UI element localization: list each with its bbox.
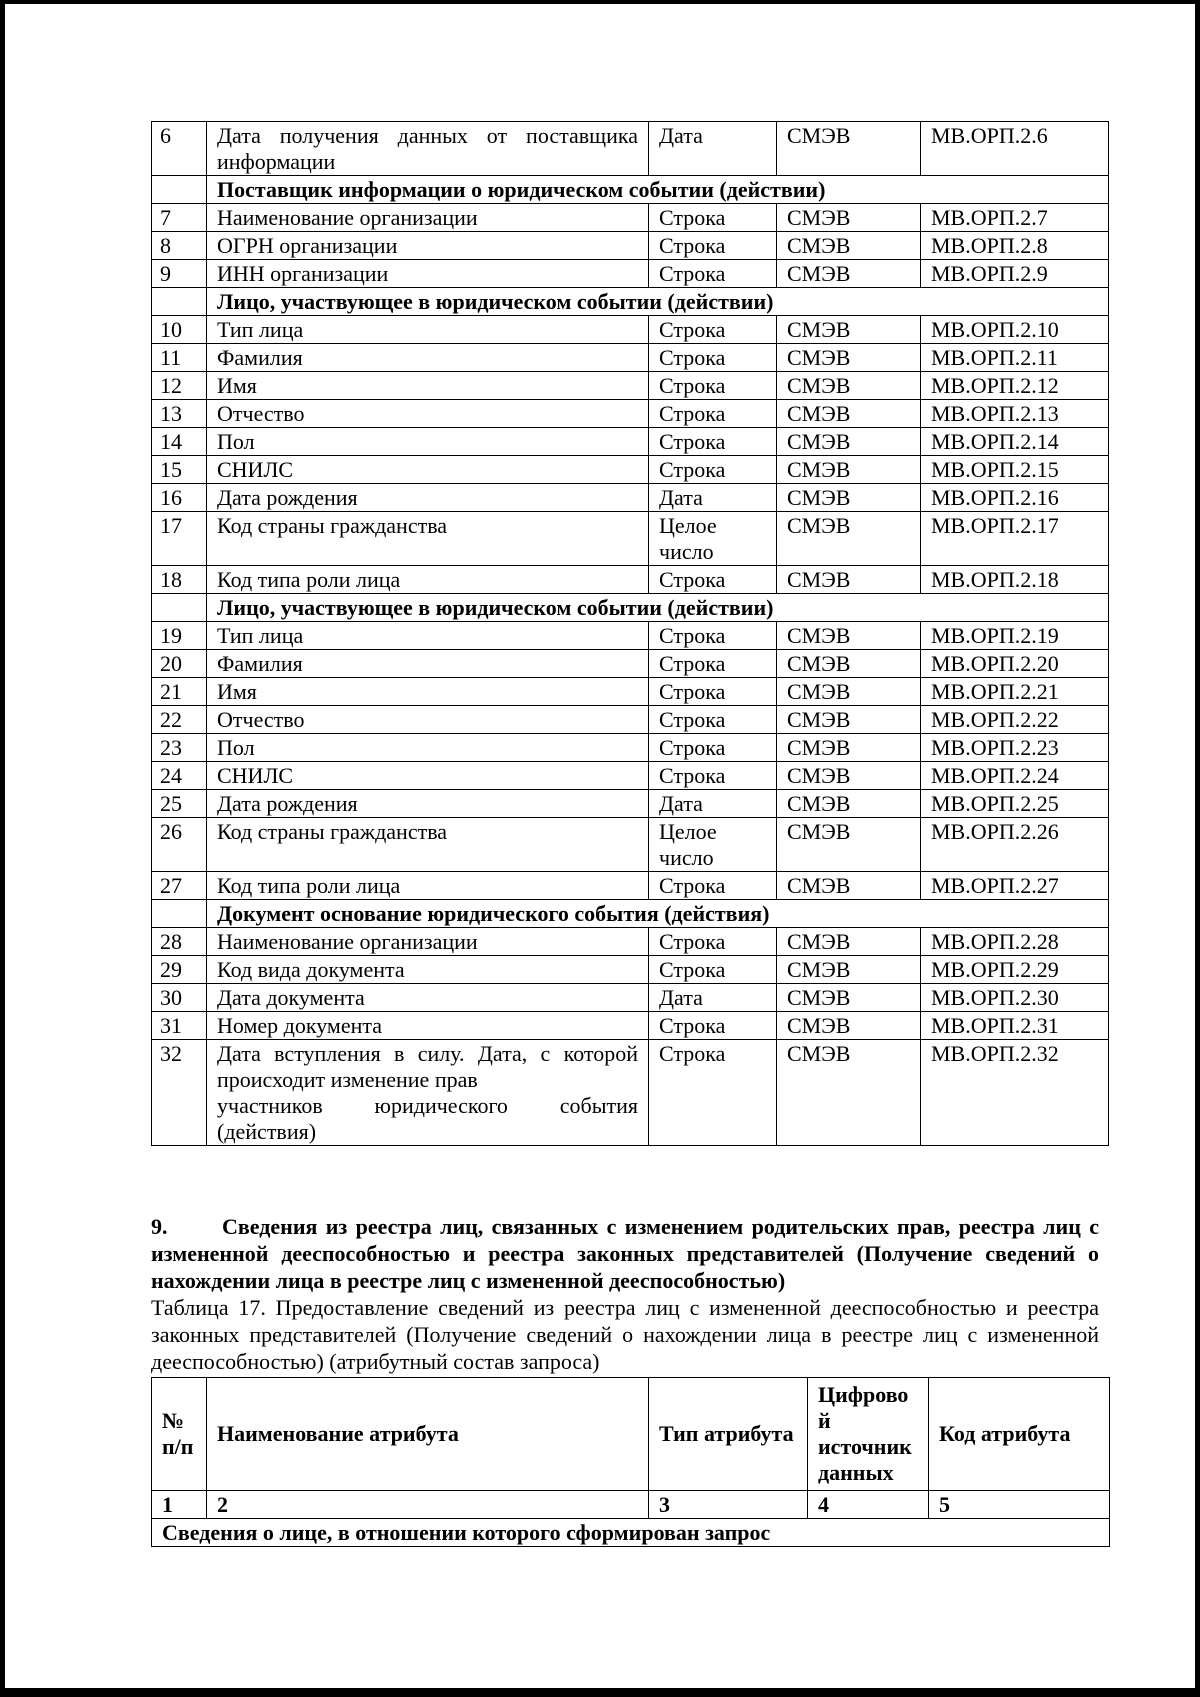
attribute-type: Строка — [649, 762, 777, 790]
attribute-name: СНИЛС — [207, 456, 649, 484]
attribute-code: МВ.ОРП.2.23 — [921, 734, 1109, 762]
row-number: 14 — [152, 428, 207, 456]
attribute-name: Код типа роли лица — [207, 872, 649, 900]
attribute-source: СМЭВ — [777, 400, 921, 428]
attribute-source: СМЭВ — [777, 678, 921, 706]
table-row — [152, 232, 1109, 260]
attribute-type: Целое число — [649, 512, 777, 566]
attributes-table-17 — [151, 1377, 1110, 1547]
attribute-type: Строка — [649, 956, 777, 984]
attribute-code: МВ.ОРП.2.7 — [921, 204, 1109, 232]
attribute-type: Строка — [649, 428, 777, 456]
scan-border-top — [0, 0, 1200, 4]
row-number: 23 — [152, 734, 207, 762]
scan-border-bottom — [0, 1688, 1200, 1697]
attribute-source: СМЭВ — [777, 316, 921, 344]
attribute-code: МВ.ОРП.2.18 — [921, 566, 1109, 594]
attribute-name: Пол — [207, 734, 649, 762]
attribute-type: Строка — [649, 232, 777, 260]
attribute-type: Строка — [649, 650, 777, 678]
row-number: 22 — [152, 706, 207, 734]
attribute-type: Строка — [649, 400, 777, 428]
attribute-source: СМЭВ — [777, 956, 921, 984]
table-row — [152, 1040, 1109, 1146]
scan-border-left — [0, 0, 5, 1697]
table-section-row — [152, 288, 1109, 316]
table-row — [152, 984, 1109, 1012]
attribute-code: МВ.ОРП.2.25 — [921, 790, 1109, 818]
table-row — [152, 512, 1109, 566]
index-cell: 4 — [808, 1491, 929, 1519]
index-cell: 1 — [152, 1491, 207, 1519]
index-cell: 2 — [207, 1491, 649, 1519]
attribute-name: Номер документа — [207, 1012, 649, 1040]
row-number: 19 — [152, 622, 207, 650]
attribute-name: Код типа роли лица — [207, 566, 649, 594]
attribute-type: Строка — [649, 456, 777, 484]
attribute-source: СМЭВ — [777, 734, 921, 762]
section-row-empty — [152, 900, 207, 928]
table-row — [152, 344, 1109, 372]
attribute-code: МВ.ОРП.2.21 — [921, 678, 1109, 706]
attribute-name: ОГРН организации — [207, 232, 649, 260]
table-row — [152, 484, 1109, 512]
table-row — [152, 316, 1109, 344]
attribute-type: Строка — [649, 678, 777, 706]
attribute-name — [207, 1040, 649, 1146]
header-code: Код атрибута — [929, 1378, 1110, 1491]
section-9 — [151, 1213, 1099, 1375]
row-number: 28 — [152, 928, 207, 956]
attribute-type: Строка — [649, 316, 777, 344]
attribute-type: Строка — [649, 204, 777, 232]
table-row — [152, 204, 1109, 232]
table-row — [152, 456, 1109, 484]
attribute-code: МВ.ОРП.2.17 — [921, 512, 1109, 566]
attribute-source: СМЭВ — [777, 566, 921, 594]
attribute-type: Строка — [649, 622, 777, 650]
row-number: 12 — [152, 372, 207, 400]
header-name: Наименование атрибута — [207, 1378, 649, 1491]
row-number: 29 — [152, 956, 207, 984]
row-number: 10 — [152, 316, 207, 344]
attribute-name: ИНН организации — [207, 260, 649, 288]
table-row — [152, 818, 1109, 872]
attribute-name: Тип лица — [207, 316, 649, 344]
attribute-type: Строка — [649, 928, 777, 956]
section-row-title: Лицо, участвующее в юридическом событии (действии) — [207, 594, 1109, 622]
attribute-code: МВ.ОРП.2.11 — [921, 344, 1109, 372]
table-row — [152, 622, 1109, 650]
attribute-source: СМЭВ — [777, 344, 921, 372]
attribute-code: МВ.ОРП.2.6 — [921, 122, 1109, 176]
attribute-type: Строка — [649, 1012, 777, 1040]
attribute-code: МВ.ОРП.2.22 — [921, 706, 1109, 734]
attributes-table-body — [152, 122, 1109, 1146]
row-number: 13 — [152, 400, 207, 428]
attributes-table-16 — [151, 121, 1109, 1146]
table-row — [152, 762, 1109, 790]
row-number: 15 — [152, 456, 207, 484]
table-row — [152, 928, 1109, 956]
table-row — [152, 706, 1109, 734]
attribute-type: Строка — [649, 734, 777, 762]
attribute-code: МВ.ОРП.2.9 — [921, 260, 1109, 288]
table-row — [152, 122, 1109, 176]
attribute-code: МВ.ОРП.2.14 — [921, 428, 1109, 456]
attribute-name: Наименование организации — [207, 928, 649, 956]
attribute-name: Фамилия — [207, 650, 649, 678]
attribute-name: Дата получения данных от поставщика информации — [207, 122, 649, 176]
attribute-code: МВ.ОРП.2.15 — [921, 456, 1109, 484]
row-number: 9 — [152, 260, 207, 288]
row-number: 32 — [152, 1040, 207, 1146]
attribute-code: МВ.ОРП.2.30 — [921, 984, 1109, 1012]
section-row-empty — [152, 288, 207, 316]
table-section-row — [152, 900, 1109, 928]
attribute-code: МВ.ОРП.2.19 — [921, 622, 1109, 650]
attribute-source: СМЭВ — [777, 204, 921, 232]
attribute-type: Строка — [649, 260, 777, 288]
attribute-type: Строка — [649, 566, 777, 594]
table-caption: Таблица 17. Предоставление сведений из реестра лиц с измененной дееспособностью и реестра законных представителей (Получение сведений о нахождении лица в реестре лиц с измененной дееспособностью) (атрибутный состав запроса) — [151, 1295, 1099, 1374]
section-row-empty — [152, 176, 207, 204]
attribute-source: СМЭВ — [777, 984, 921, 1012]
section-row-title: Документ основание юридического события (действия) — [207, 900, 1109, 928]
attribute-source: СМЭВ — [777, 790, 921, 818]
attribute-source: СМЭВ — [777, 372, 921, 400]
attribute-code: МВ.ОРП.2.31 — [921, 1012, 1109, 1040]
row-number: 17 — [152, 512, 207, 566]
scan-border-right — [1195, 0, 1200, 1697]
table-row — [152, 428, 1109, 456]
attribute-name: Дата рождения — [207, 790, 649, 818]
table-row — [152, 400, 1109, 428]
attribute-source: СМЭВ — [777, 122, 921, 176]
row-number: 26 — [152, 818, 207, 872]
row-number: 18 — [152, 566, 207, 594]
row-number: 6 — [152, 122, 207, 176]
attribute-code: МВ.ОРП.2.10 — [921, 316, 1109, 344]
table-header-row — [152, 1378, 1110, 1491]
attribute-name: Наименование организации — [207, 204, 649, 232]
row-number: 16 — [152, 484, 207, 512]
attribute-source: СМЭВ — [777, 706, 921, 734]
attribute-type: Целое число — [649, 818, 777, 872]
attribute-source: СМЭВ — [777, 622, 921, 650]
attribute-type: Дата — [649, 984, 777, 1012]
attribute-name-line: Дата вступления в силу. Дата, с которой происходит изменение прав — [217, 1041, 638, 1092]
row-number: 30 — [152, 984, 207, 1012]
attribute-name: Код страны гражданства — [207, 512, 649, 566]
attribute-name: СНИЛС — [207, 762, 649, 790]
section-title: Сведения из реестра лиц, связанных с изменением родительских прав, реестра лиц с измененной дееспособностью и реестра законных представителей (Получение сведений о нахождении лица в реестре лиц с измененной дееспособностью) — [151, 1214, 1099, 1293]
header-type: Тип атрибута — [649, 1378, 808, 1491]
attribute-name: Тип лица — [207, 622, 649, 650]
header-source: Цифрово й источник данных — [808, 1378, 929, 1491]
section-number: 9. — [151, 1214, 168, 1239]
attribute-type: Дата — [649, 122, 777, 176]
table-row — [152, 566, 1109, 594]
table-row — [152, 872, 1109, 900]
table-row — [152, 956, 1109, 984]
attribute-name: Дата рождения — [207, 484, 649, 512]
table-section-row — [152, 1519, 1110, 1547]
attribute-name: Дата документа — [207, 984, 649, 1012]
attribute-source: СМЭВ — [777, 1040, 921, 1146]
attribute-source: СМЭВ — [777, 260, 921, 288]
table-index-row — [152, 1491, 1110, 1519]
section-heading — [151, 1213, 1099, 1294]
attribute-source: СМЭВ — [777, 456, 921, 484]
attribute-source: СМЭВ — [777, 428, 921, 456]
attribute-code: МВ.ОРП.2.8 — [921, 232, 1109, 260]
attribute-code: МВ.ОРП.2.26 — [921, 818, 1109, 872]
row-number: 20 — [152, 650, 207, 678]
attribute-source: СМЭВ — [777, 818, 921, 872]
row-number: 25 — [152, 790, 207, 818]
attribute-source: СМЭВ — [777, 650, 921, 678]
row-number: 7 — [152, 204, 207, 232]
attribute-source: СМЭВ — [777, 1012, 921, 1040]
attribute-type: Дата — [649, 484, 777, 512]
attribute-code: МВ.ОРП.2.27 — [921, 872, 1109, 900]
attribute-name: Отчество — [207, 706, 649, 734]
table-row — [152, 1012, 1109, 1040]
attribute-source: СМЭВ — [777, 484, 921, 512]
attribute-code: МВ.ОРП.2.13 — [921, 400, 1109, 428]
table-row — [152, 650, 1109, 678]
index-cell: 3 — [649, 1491, 808, 1519]
attribute-code: МВ.ОРП.2.24 — [921, 762, 1109, 790]
table-section-row — [152, 594, 1109, 622]
header-num: № п/п — [152, 1378, 207, 1491]
attribute-name: Отчество — [207, 400, 649, 428]
row-number: 27 — [152, 872, 207, 900]
attribute-type: Строка — [649, 872, 777, 900]
table-row — [152, 678, 1109, 706]
index-cell: 5 — [929, 1491, 1110, 1519]
section-row-empty — [152, 594, 207, 622]
row-number: 31 — [152, 1012, 207, 1040]
attribute-code: МВ.ОРП.2.28 — [921, 928, 1109, 956]
attribute-type: Строка — [649, 1040, 777, 1146]
table-row — [152, 790, 1109, 818]
attribute-name: Имя — [207, 372, 649, 400]
attribute-code: МВ.ОРП.2.16 — [921, 484, 1109, 512]
attribute-source: СМЭВ — [777, 872, 921, 900]
row-number: 8 — [152, 232, 207, 260]
section-row-title: Поставщик информации о юридическом событии (действии) — [207, 176, 1109, 204]
attribute-name: Фамилия — [207, 344, 649, 372]
attribute-name: Код вида документа — [207, 956, 649, 984]
attribute-name-line: участников юридического события — [217, 1093, 638, 1118]
row-number: 24 — [152, 762, 207, 790]
attribute-code: МВ.ОРП.2.20 — [921, 650, 1109, 678]
attribute-type: Строка — [649, 706, 777, 734]
attribute-type: Строка — [649, 372, 777, 400]
row-number: 11 — [152, 344, 207, 372]
section-row-title: Лицо, участвующее в юридическом событии (действии) — [207, 288, 1109, 316]
table-row — [152, 260, 1109, 288]
attribute-name: Пол — [207, 428, 649, 456]
attribute-code: МВ.ОРП.2.12 — [921, 372, 1109, 400]
attribute-source: СМЭВ — [777, 928, 921, 956]
attribute-name: Код страны гражданства — [207, 818, 649, 872]
row-number: 21 — [152, 678, 207, 706]
attribute-code: МВ.ОРП.2.32 — [921, 1040, 1109, 1146]
table-section-row — [152, 176, 1109, 204]
attribute-name: Имя — [207, 678, 649, 706]
table-row — [152, 734, 1109, 762]
attribute-type: Дата — [649, 790, 777, 818]
attribute-source: СМЭВ — [777, 512, 921, 566]
attribute-code: МВ.ОРП.2.29 — [921, 956, 1109, 984]
attribute-source: СМЭВ — [777, 232, 921, 260]
section-row-title: Сведения о лице, в отношении которого сформирован запрос — [152, 1519, 1110, 1547]
attribute-type: Строка — [649, 344, 777, 372]
attribute-name-line: (действия) — [217, 1119, 317, 1144]
attribute-source: СМЭВ — [777, 762, 921, 790]
table-row — [152, 372, 1109, 400]
